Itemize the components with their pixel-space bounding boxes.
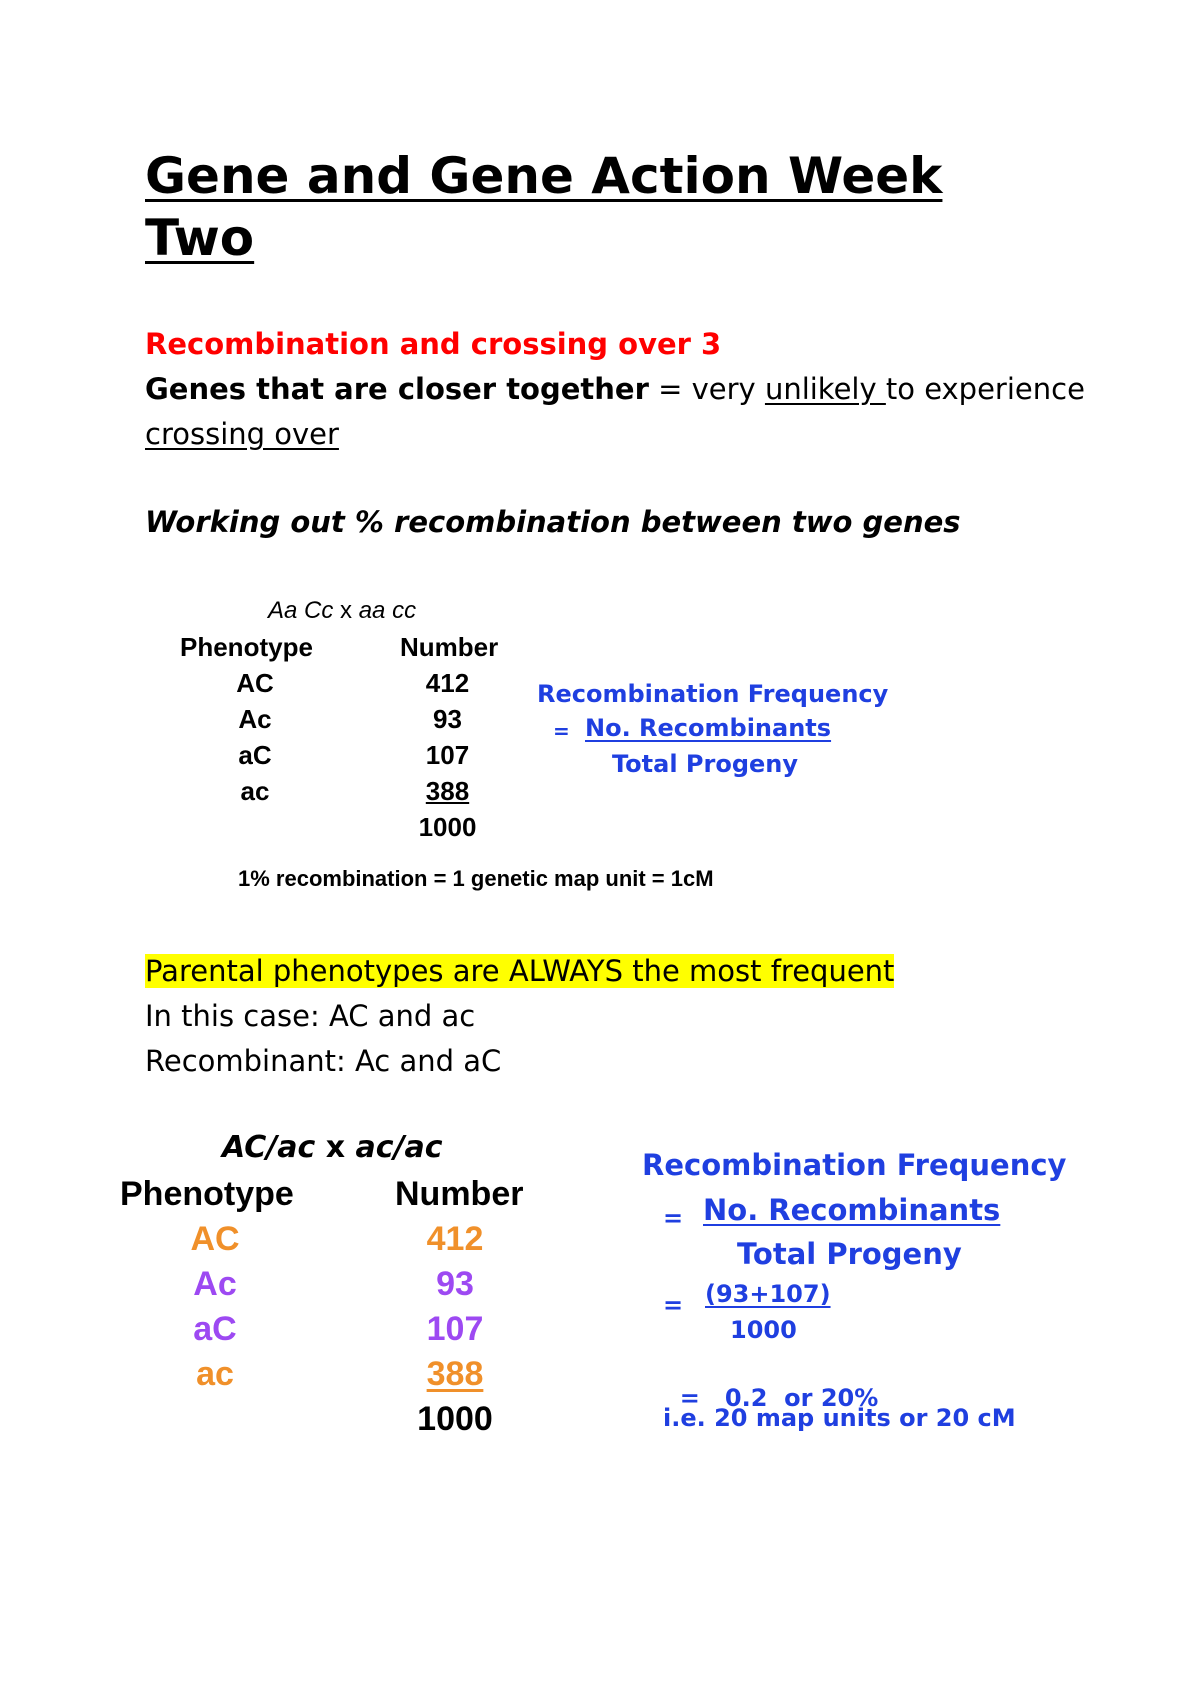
col-header-phenotype: Phenotype bbox=[120, 1175, 294, 1213]
rf-numerator-1: No. Recombinants bbox=[585, 714, 832, 742]
calc-denominator: 1000 bbox=[730, 1316, 797, 1344]
row-phenotype: AC bbox=[190, 1220, 240, 1258]
row-number: 412 bbox=[426, 1220, 484, 1258]
cross-b: aa cc bbox=[358, 597, 417, 624]
map-unit-note: 1% recombination = 1 genetic map unit = 1cM bbox=[238, 866, 714, 891]
row-phenotype: ac bbox=[196, 1355, 234, 1393]
case-line: In this case: AC and ac bbox=[145, 999, 476, 1033]
highlighted-text: Parental phenotypes are ALWAYS the most frequent bbox=[145, 954, 895, 988]
row-number: 388 bbox=[426, 1355, 484, 1393]
cross-label-2 bbox=[222, 1130, 443, 1165]
row-number: 93 bbox=[433, 704, 462, 734]
row-phenotype: ac bbox=[240, 776, 270, 806]
rf-equals-1: = bbox=[553, 719, 570, 743]
cross-b: ac/ac bbox=[355, 1130, 443, 1165]
section-heading: Recombination and crossing over 3 bbox=[145, 327, 722, 361]
after-text: to experience bbox=[885, 372, 1085, 406]
row-number: 388 bbox=[425, 776, 470, 806]
row-number: 107 bbox=[426, 1310, 484, 1348]
row-phenotype: AC bbox=[236, 668, 274, 698]
col-header-phenotype: Phenotype bbox=[180, 632, 313, 662]
underlined-unlikely: unlikely bbox=[764, 372, 886, 406]
page-title: Gene and Gene Action Week Two bbox=[145, 147, 943, 267]
calc-numerator: (93+107) bbox=[705, 1280, 831, 1308]
rf-numerator-2: No. Recombinants bbox=[703, 1193, 1001, 1227]
rf-denominator-2: Total Progeny bbox=[737, 1237, 962, 1271]
underlined-crossing-over: crossing over bbox=[145, 417, 339, 451]
rf-title-1: Recombination Frequency bbox=[537, 680, 889, 708]
row-number: 412 bbox=[425, 668, 470, 698]
rf-equals-2: = bbox=[663, 1204, 684, 1232]
row-phenotype: aC bbox=[238, 740, 272, 770]
cross-a: Aa Cc bbox=[268, 597, 334, 624]
recombinant-line: Recombinant: Ac and aC bbox=[145, 1044, 502, 1078]
table-total: 1000 bbox=[418, 812, 477, 842]
row-phenotype: Ac bbox=[238, 704, 272, 734]
row-phenotype: aC bbox=[193, 1310, 237, 1348]
table-total: 1000 bbox=[417, 1400, 493, 1438]
col-header-number: Number bbox=[400, 632, 499, 662]
row-number: 93 bbox=[436, 1265, 474, 1303]
bold-phrase: Genes that are closer together bbox=[145, 372, 649, 406]
mid-text: = very bbox=[648, 372, 765, 406]
cross-a: AC/ac bbox=[222, 1130, 316, 1165]
italic-heading: Working out % recombination between two genes bbox=[145, 505, 961, 539]
row-number: 107 bbox=[425, 740, 470, 770]
cross-x: x bbox=[333, 597, 359, 624]
highlight-line bbox=[145, 954, 894, 988]
paragraph-line-1 bbox=[145, 372, 1085, 406]
cross-label-1 bbox=[268, 597, 416, 625]
calc-equals: = bbox=[663, 1291, 684, 1319]
cross-x: x bbox=[315, 1130, 356, 1165]
result-equals: = bbox=[679, 1384, 700, 1412]
rf-denominator-1: Total Progeny bbox=[612, 750, 799, 778]
rf-title-2: Recombination Frequency bbox=[642, 1148, 1067, 1182]
col-header-number: Number bbox=[395, 1175, 524, 1213]
result-value: 0.2 or 20% bbox=[724, 1384, 879, 1412]
conclusion-line: i.e. 20 map units or 20 cM bbox=[663, 1404, 1016, 1432]
row-phenotype: Ac bbox=[193, 1265, 237, 1303]
